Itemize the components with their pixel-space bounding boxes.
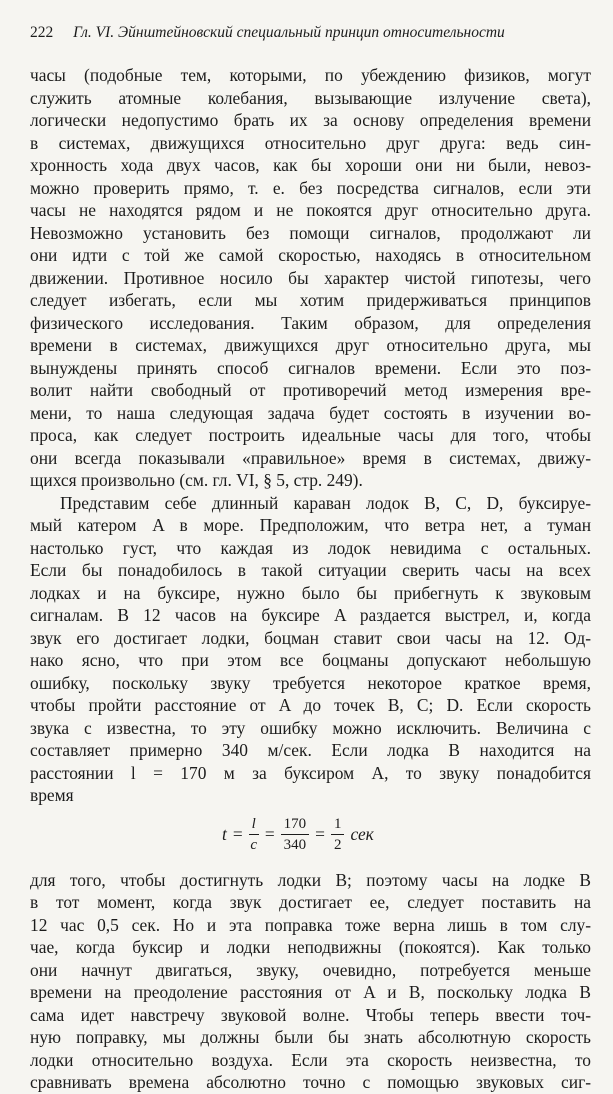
text-line: лодки относительно воздуха. Если эта скорость неизвестна, то [30,1049,591,1070]
text-line: нако ясно, что при этом все боцманы допускают небольшую [30,650,591,670]
formula-equals-3: = [315,823,325,844]
text-line: Невозможно установить без помощи сигналов, продолжают ли [30,222,591,243]
fraction-2-denominator: 340 [283,836,307,853]
text-line: вынуждены принять способ сигналов времени. Если это поз- [30,357,591,378]
text-line: сравнивать времена абсолютно точно с помощью звуковых сиг- [30,1072,591,1092]
text-line: волит найти свободный от противоречий метод измерения вре- [30,380,591,400]
text-line: часы не находятся рядом и не покоятся друг относительно друга. [30,200,591,220]
paragraph-2 [30,492,591,807]
fraction-3-denominator: 2 [333,836,342,853]
fraction-170-over-340 [281,815,310,854]
text-line: расстоянии l = 170 м за буксиром A, то звуку понадобится [30,762,591,783]
text-line: Представим себе длинный караван лодок B, C, D, буксируе- [60,492,591,513]
text-line: логически недопустимо брать их за основу определения времени [30,110,591,130]
paragraph-1 [30,64,591,492]
text-line: можно проверить прямо, т. е. без посредства сигналов, если эти [30,177,591,198]
text-line: чтобы пройти расстояние от A до точек B, C; D. Если скорость [30,695,591,715]
running-header [30,24,590,42]
page-body [30,64,591,1094]
text-line: служить атомные колебания, вызывающие излучение света), [30,87,591,108]
text-line: часы (подобные тем, которыми, по убеждению физиков, могут [30,65,591,85]
text-line: движении. Противное носило бы характер чистой гипотезы, чего [30,267,591,288]
formula-unit: сек [350,823,374,844]
text-line: в тот момент, когда звук достигает ее, следует поставить на [30,892,591,912]
text-line: сама идет навстречу звуковой волне. Чтобы теперь ввести точ- [30,1004,591,1025]
text-line: физического исследования. Таким образом, для определения [30,312,591,333]
formula-equals-2: = [264,823,275,844]
text-line: ную поправку, мы должны были бы знать абсолютную скорость [30,1027,591,1047]
formula-equals-1: = [232,823,243,844]
fraction-2-numerator: 170 [281,815,310,835]
fraction-l-over-c [249,815,259,854]
text-line: 12 час 0,5 сек. Но и эта поправка тоже верна лишь в том слу- [30,914,591,935]
text-line: время [30,785,74,805]
text-line: времени на преодоление расстояния от A и B, поскольку лодка B [30,982,591,1002]
formula [30,807,591,869]
text-line: следует избегать, если мы хотим придерживаться принципов [30,290,591,310]
text-line: звука c известна, то эту ошибку можно исключить. Величина c [30,717,591,738]
text-line: мени, то наша следующая задача будет состоять в изучении во- [30,402,591,423]
text-line: лодках и на буксире, нужно было бы прибегнуть к звуковым [30,582,591,603]
formula-lhs: t [222,823,227,844]
text-line: времени в системах, движущихся друг относительно друга, мы [30,335,591,355]
fraction-3-numerator: 1 [331,815,345,835]
text-line: сигналам. В 12 часов на буксире A раздается выстрел, и, когда [30,605,591,625]
text-line: проса, как следует построить идеальные часы для того, чтобы [30,425,591,445]
page-number: 222 [30,24,54,41]
text-line: составляет примерно 340 м/сек. Если лодка B находится на [30,740,591,760]
text-line: ошибку, поскольку звуку требуется некоторое краткое время, [30,672,591,693]
text-line: они идти с той же самой скоростью, находясь в относительном [30,245,591,265]
text-line: настолько густ, что каждая из лодок невидима с остальных. [30,537,591,558]
text-line: они начнут двигаться, звуку, очевидно, потребуется меньше [30,959,591,980]
text-line: хронность хода двух часов, как бы хороши они ни были, невоз- [30,155,591,175]
formula-expression [222,815,374,854]
text-line: Если бы понадобилось в такой ситуации сверить часы на всех [30,560,591,580]
text-line: они всегда показывали «правильное» время в системах, движу- [30,447,591,468]
text-line: чае, когда буксир и лодки неподвижны (покоятся). Как только [30,937,591,957]
paragraph-3 [30,869,591,1094]
text-line: для того, чтобы достигнуть лодки B; поэтому часы на лодке B [30,869,591,890]
text-line: щихся произвольно (см. гл. VI, § 5, стр. 249). [30,470,363,490]
fraction-1-numerator: l [249,815,259,835]
text-line: мый катером A в море. Предположим, что ветра нет, а туман [30,515,591,535]
fraction-1-denominator: c [250,836,258,853]
text-line: звук его достигает лодки, боцман ставит свои часы на 12. Од- [30,627,591,648]
running-title: Гл. VI. Эйнштейновский специальный принцип относительности [73,24,505,41]
text-line: в системах, движущихся относительно друг друга: ведь син- [30,132,591,153]
fraction-1-over-2 [331,815,345,854]
